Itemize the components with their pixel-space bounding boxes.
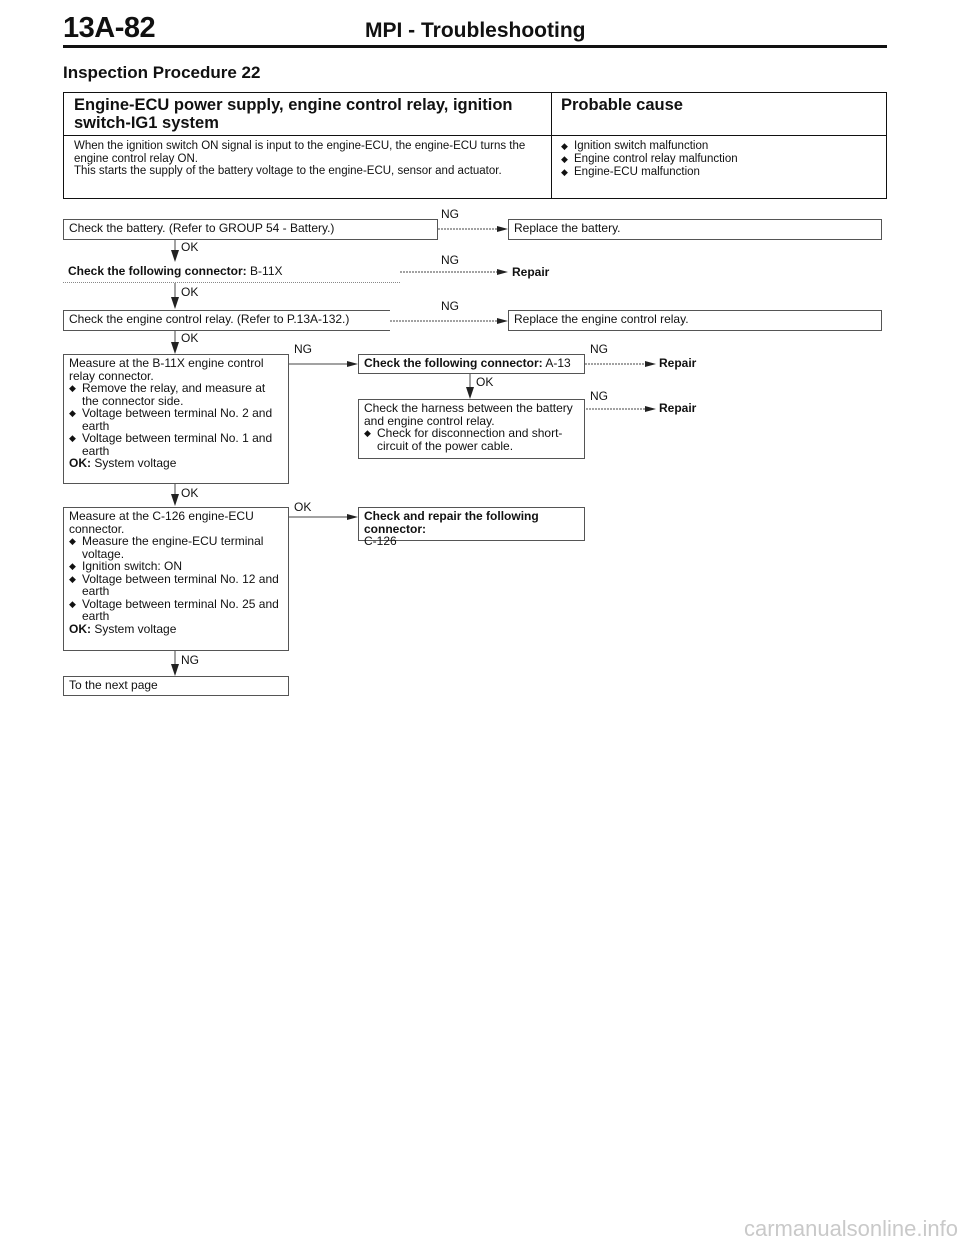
measure-bullet: ◆ Ignition switch: ON bbox=[69, 560, 283, 573]
ok-condition bbox=[69, 457, 283, 470]
page-number: 13A-82 bbox=[63, 12, 156, 44]
connector-label: Check the following connector: bbox=[68, 264, 247, 278]
result-replace-battery bbox=[508, 219, 882, 240]
step-check-battery bbox=[63, 219, 438, 240]
ok-condition-value: System voltage bbox=[94, 456, 177, 470]
connector-label: Check the following connector: bbox=[364, 356, 543, 370]
result-replace-battery-text: Replace the battery. bbox=[514, 221, 621, 235]
ng-label: NG bbox=[294, 342, 312, 356]
ok-label: OK bbox=[181, 486, 199, 500]
ok-label: OK bbox=[181, 331, 199, 345]
section-title: Inspection Procedure 22 bbox=[63, 63, 261, 82]
connector-value: C-126 bbox=[364, 534, 397, 548]
step-measure-b11x-intro: Measure at the B-11X engine control relay connector. bbox=[69, 356, 264, 383]
cause-item: ◆ Ignition switch malfunction bbox=[561, 140, 738, 153]
ok-label: OK bbox=[476, 375, 494, 389]
result-replace-relay-text: Replace the engine control relay. bbox=[514, 312, 689, 326]
step-check-harness bbox=[358, 399, 585, 459]
measure-bullet: ◆ Voltage between terminal No. 2 and earth bbox=[69, 407, 283, 432]
step-check-connector-b11x bbox=[63, 263, 400, 283]
ok-condition-value: System voltage bbox=[94, 621, 177, 636]
ok-label: OK bbox=[181, 285, 199, 299]
page-title: MPI - Troubleshooting bbox=[365, 19, 586, 42]
ng-label: NG bbox=[441, 299, 459, 313]
ng-label: NG bbox=[441, 253, 459, 267]
ng-label: NG bbox=[181, 653, 199, 667]
connector-label: Check and repair the following connector: bbox=[364, 509, 539, 536]
step-repair-connector-c126 bbox=[358, 507, 585, 548]
next-page-text: To the next page bbox=[69, 678, 158, 692]
cause-item: ◆ Engine-ECU malfunction bbox=[561, 166, 738, 179]
step-measure-c126-intro: Measure at the C-126 engine-ECU connector. bbox=[69, 509, 254, 536]
result-repair: Repair bbox=[512, 265, 550, 279]
measure-bullet: ◆ Voltage between terminal No. 25 and earth bbox=[69, 598, 283, 623]
step-check-connector-a13 bbox=[358, 354, 585, 374]
ng-label: NG bbox=[441, 207, 459, 221]
result-repair: Repair bbox=[659, 401, 697, 415]
ok-condition bbox=[69, 623, 283, 636]
step-check-relay bbox=[63, 310, 390, 331]
step-check-battery-text: Check the battery. (Refer to GROUP 54 - Battery.) bbox=[69, 221, 335, 235]
probable-cause-title: Probable cause bbox=[561, 96, 683, 114]
connector-value: A-13 bbox=[545, 356, 571, 370]
step-check-harness-text: Check the harness between the battery and engine control relay. bbox=[364, 401, 573, 428]
ok-label: OK bbox=[294, 500, 312, 514]
step-measure-c126 bbox=[63, 507, 289, 651]
next-page-box bbox=[63, 676, 289, 696]
ok-condition-label: OK: bbox=[69, 621, 91, 636]
harness-bullet: ◆ Check for disconnection and short-circuit of the power cable. bbox=[364, 427, 579, 452]
result-repair: Repair bbox=[659, 356, 697, 370]
symptom-title: Engine-ECU power supply, engine control relay, ignition switch-IG1 system bbox=[74, 96, 513, 132]
cause-item: ◆ Engine control relay malfunction bbox=[561, 153, 738, 166]
measure-bullet: ◆ Voltage between terminal No. 1 and earth bbox=[69, 432, 283, 457]
ng-label: NG bbox=[590, 389, 608, 403]
measure-bullet: ◆ Measure the engine-ECU terminal voltage. bbox=[69, 535, 283, 560]
measure-bullet: ◆ Voltage between terminal No. 12 and earth bbox=[69, 573, 283, 598]
symptom-description: When the ignition switch ON signal is input to the engine-ECU, the engine-ECU turns the engine control relay ON. This starts the supply of the battery voltage to the engine-ECU, sensor and actuator. bbox=[74, 140, 526, 177]
step-check-relay-text: Check the engine control relay. (Refer to P.13A-132.) bbox=[69, 312, 350, 326]
watermark: carmanualsonline.info bbox=[743, 1216, 958, 1241]
ok-condition-label: OK: bbox=[69, 456, 91, 470]
measure-bullet: ◆ Remove the relay, and measure at the connector side. bbox=[69, 382, 283, 407]
connector-value: B-11X bbox=[250, 264, 283, 278]
ok-label: OK bbox=[181, 240, 199, 254]
result-replace-relay bbox=[508, 310, 882, 331]
step-measure-b11x bbox=[63, 354, 289, 484]
ng-label: NG bbox=[590, 342, 608, 356]
